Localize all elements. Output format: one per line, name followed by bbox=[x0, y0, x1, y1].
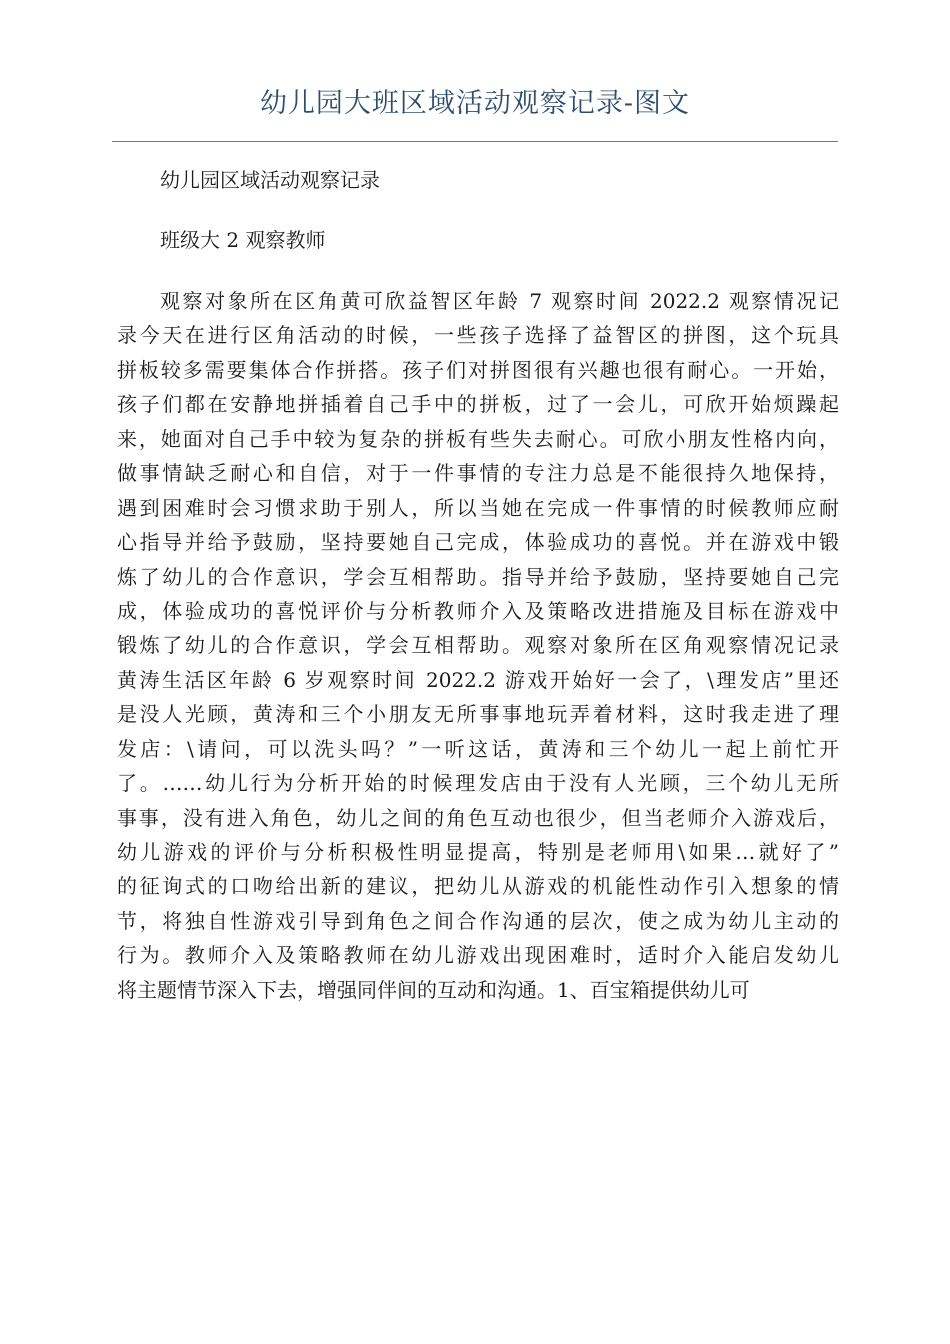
class-info-line: 班级大 2 观察教师 bbox=[160, 228, 326, 252]
body-text-line: 幼儿游戏的评价与分析积极性明显提高，特别是老师用\如果…就好了” bbox=[117, 840, 839, 864]
body-text-line: 来，她面对自己手中较为复杂的拼板有些失去耐心。可欣小朋友性格内向， bbox=[117, 426, 839, 451]
body-text-line: 事事，没有进入角色，幼儿之间的角色互动也很少，但当老师介入游戏后， bbox=[117, 805, 839, 830]
body-text-line: 将主题情节深入下去，增强同伴间的互动和沟通。1、百宝箱提供幼儿可 bbox=[117, 977, 750, 1002]
body-text-line: 是没人光顾，黄涛和三个小朋友无所事事地玩弄着材料，这时我走进了理 bbox=[117, 702, 839, 727]
body-text-line: 的征询式的口吻给出新的建议，把幼儿从游戏的机能性动作引入想象的情 bbox=[117, 874, 839, 899]
body-text-line: 节，将独自性游戏引导到角色之间合作沟通的层次，使之成为幼儿主动的 bbox=[117, 908, 839, 933]
body-text-line: 锻炼了幼儿的合作意识，学会互相帮助。观察对象所在区角观察情况记录 bbox=[117, 633, 839, 658]
title-divider bbox=[112, 141, 838, 142]
body-text-line: 心指导并给予鼓励，坚持要她自己完成，体验成功的喜悦。并在游戏中锻 bbox=[117, 530, 839, 555]
body-text-line: 发店：\请问，可以洗头吗？”一听这话，黄涛和三个幼儿一起上前忙开 bbox=[117, 736, 839, 761]
body-text-line: 了。……幼儿行为分析开始的时候理发店由于没有人光顾，三个幼儿无所 bbox=[117, 771, 839, 796]
body-text-line: 遇到困难时会习惯求助于别人，所以当她在完成一件事情的时候教师应耐 bbox=[117, 495, 839, 520]
body-text-line: 行为。教师介入及策略教师在幼儿游戏出现困难时，适时介入能启发幼儿 bbox=[117, 943, 839, 968]
body-text-line: 观察对象所在区角黄可欣益智区年龄 7 观察时间 2022.2 观察情况记 bbox=[160, 289, 839, 313]
body-text-line: 孩子们都在安静地拼插着自己手中的拼板，过了一会儿，可欣开始烦躁起 bbox=[117, 392, 839, 417]
document-title: 幼儿园大班区域活动观察记录-图文 bbox=[259, 88, 691, 119]
body-text-line: 成，体验成功的喜悦评价与分析教师介入及策略改进措施及目标在游戏中 bbox=[117, 598, 839, 623]
body-text-line: 炼了幼儿的合作意识，学会互相帮助。指导并给予鼓励，坚持要她自己完 bbox=[117, 564, 839, 589]
body-text-line: 黄涛生活区年龄 6 岁观察时间 2022.2 游戏开始好一会了，\理发店”里还 bbox=[117, 667, 839, 692]
body-text-line: 录今天在进行区角活动的时候，一些孩子选择了益智区的拼图，这个玩具 bbox=[117, 323, 839, 348]
observation-body bbox=[117, 284, 839, 1007]
section-heading: 幼儿园区域活动观察记录 bbox=[160, 168, 380, 192]
body-text-line: 拼板较多需要集体合作拼搭。孩子们对拼图很有兴趣也很有耐心。一开始， bbox=[117, 357, 839, 382]
body-text-line: 做事情缺乏耐心和自信，对于一件事情的专注力总是不能很持久地保持， bbox=[117, 461, 839, 486]
